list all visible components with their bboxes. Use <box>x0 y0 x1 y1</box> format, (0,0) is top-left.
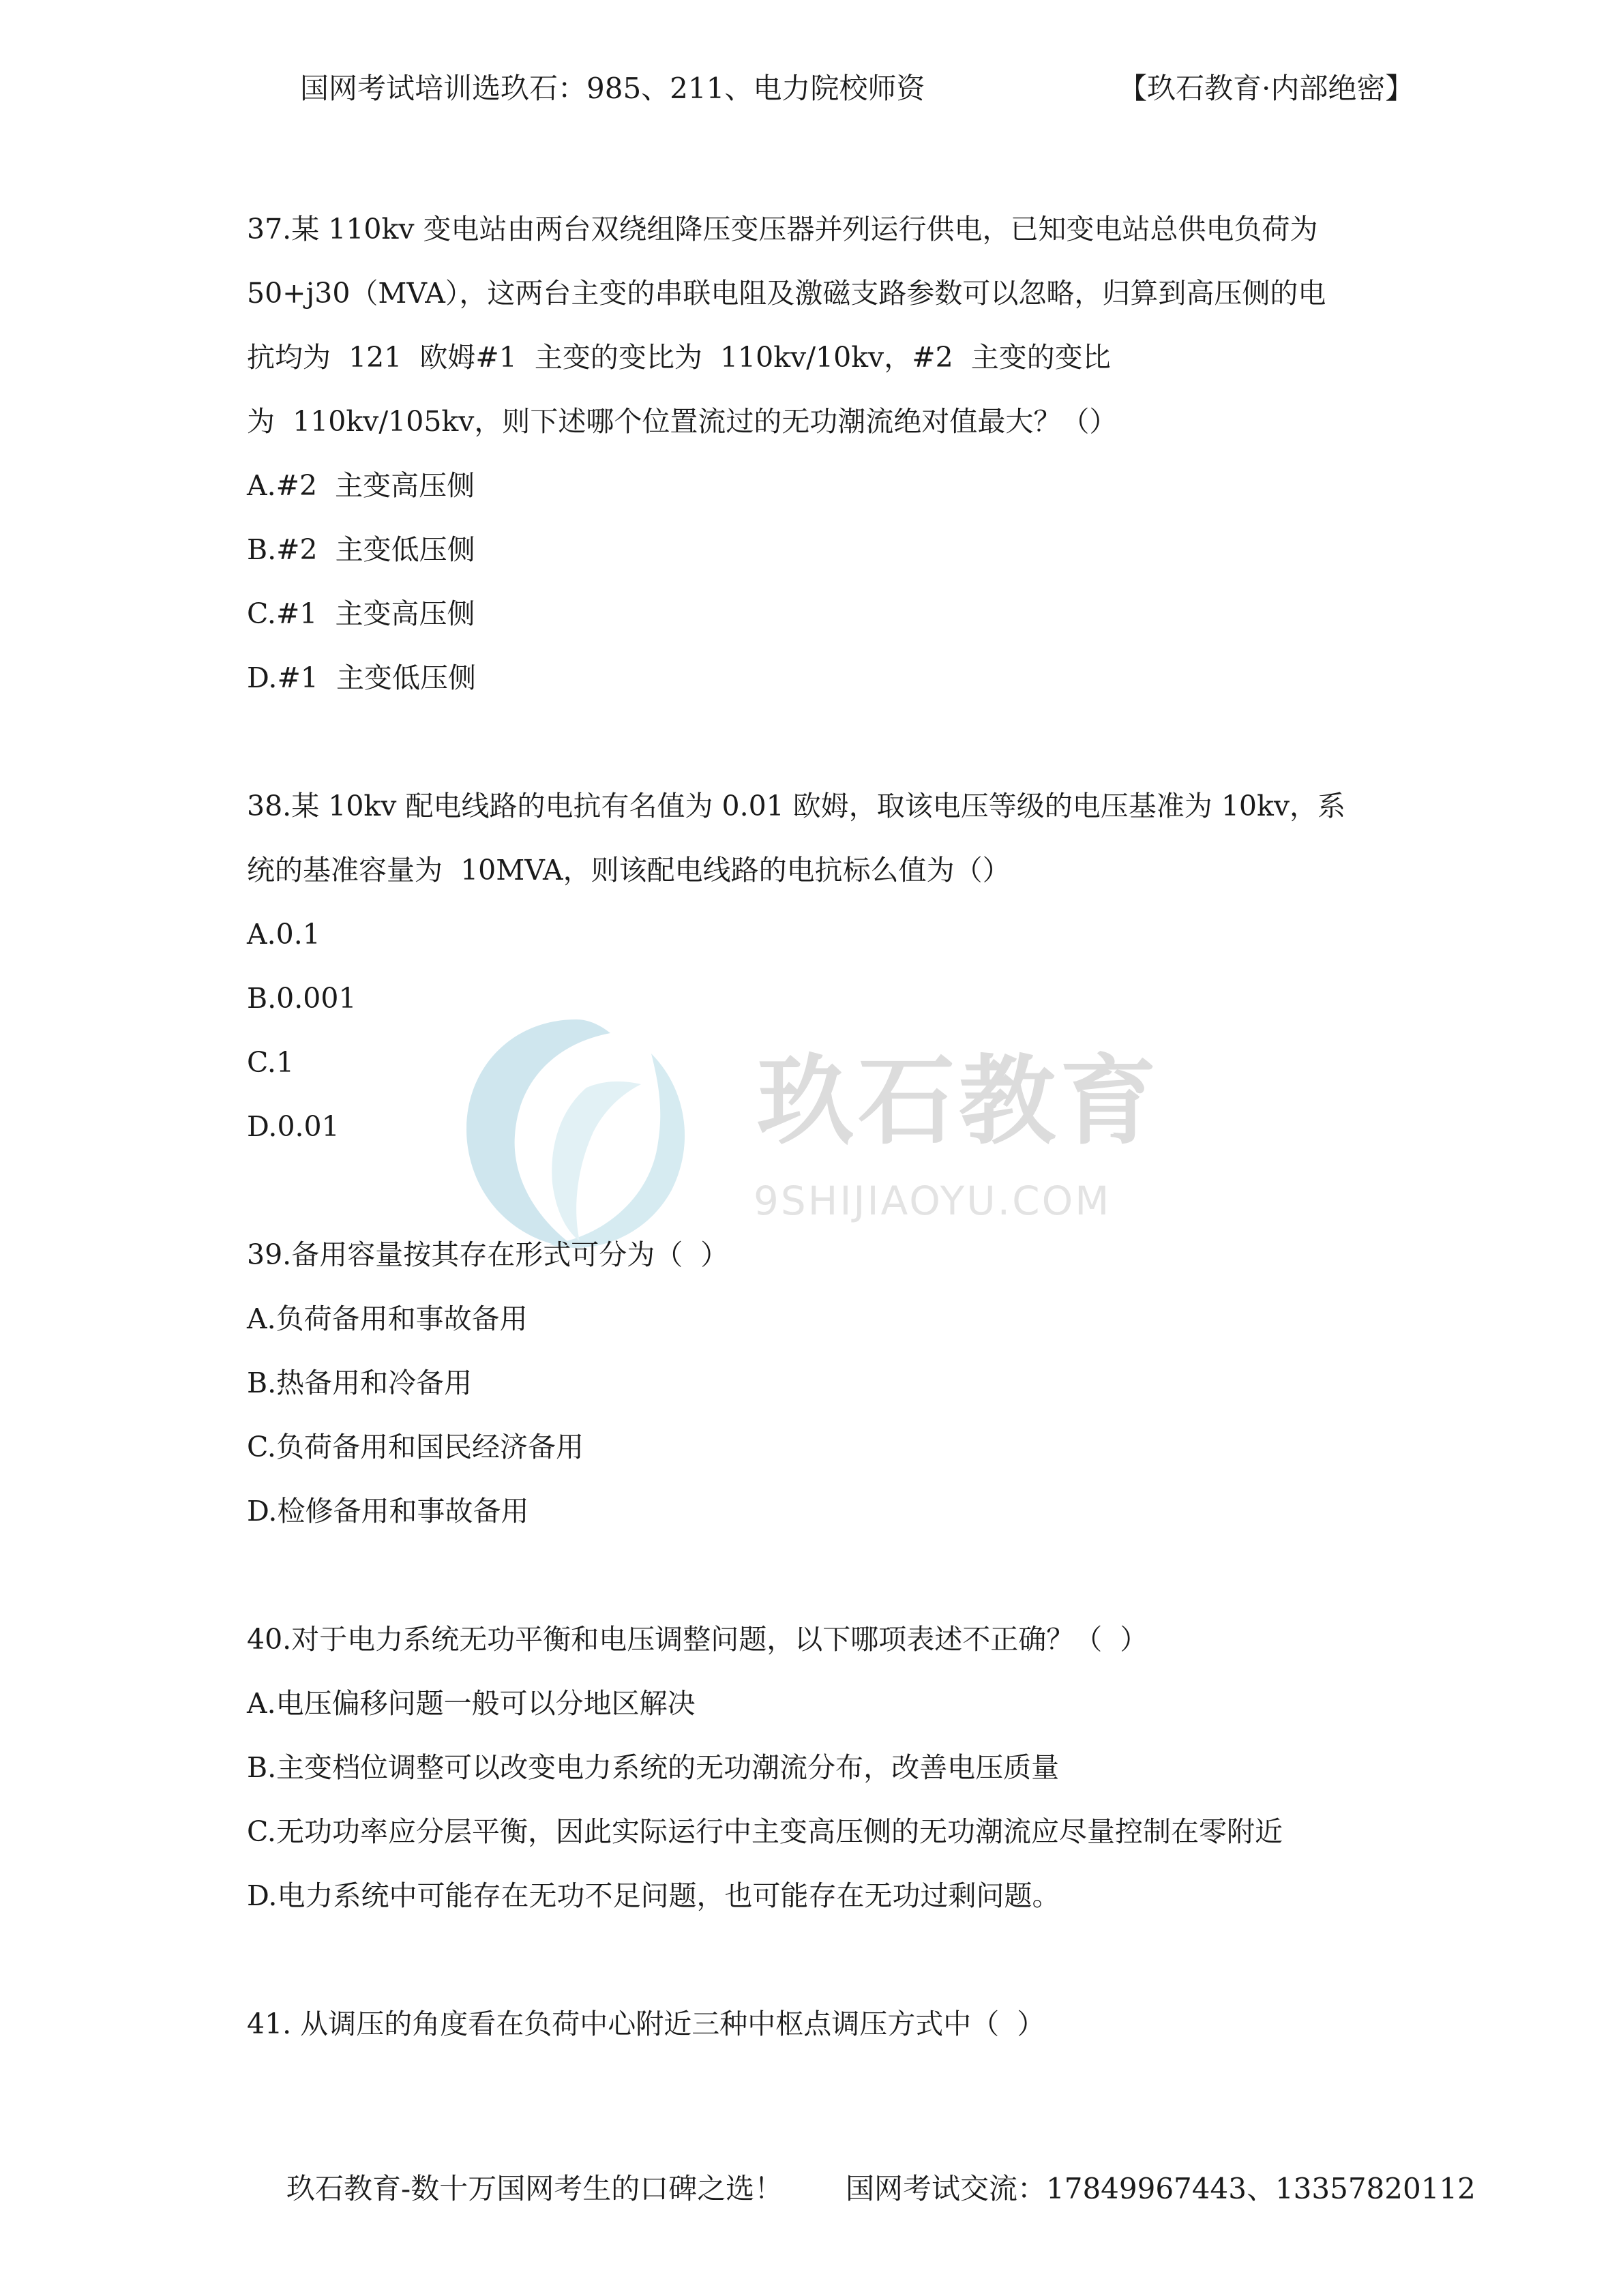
question-text-line: 37.某 110kv 变电站由两台双绕组降压变压器并列运行供电，已知变电站总供电负荷为 <box>247 213 1318 245</box>
footer-right: 国网考试交流：17849967443、13357820112 <box>846 2172 1476 2205</box>
option-d: D.检修备用和事故备用 <box>247 1495 529 1527</box>
option-b: B.0.001 <box>247 982 357 1015</box>
option-c: C.1 <box>247 1046 295 1079</box>
option-d: D.0.01 <box>247 1110 340 1143</box>
option-b: B.主变档位调整可以改变电力系统的无功潮流分布，改善电压质量 <box>247 1751 1060 1784</box>
option-d: D.#1 主变低压侧 <box>247 661 476 694</box>
option-a: A.0.1 <box>247 918 321 951</box>
option-a: A.#2 主变高压侧 <box>247 469 475 502</box>
option-a: A.负荷备用和事故备用 <box>247 1302 528 1335</box>
swirl-globe-logo <box>447 1006 706 1265</box>
question-text-line: 统的基准容量为 10MVA，则该配电线路的电抗标么值为（） <box>247 854 1011 886</box>
watermark-text: 玖石教育 <box>757 1045 1161 1158</box>
header-left: 国网考试培训选玖石：985、211、电力院校师资 <box>300 72 925 105</box>
question-text-line: 39.备用容量按其存在形式可分为（ ） <box>247 1238 729 1271</box>
option-b: B.热备用和冷备用 <box>247 1367 473 1399</box>
question-text-line: 41. 从调压的角度看在负荷中心附近三种中枢点调压方式中（ ） <box>247 2008 1045 2040</box>
question-text-line: 50+j30（MVA），这两台主变的串联电阻及激磁支路参数可以忽略，归算到高压侧的电 <box>247 277 1326 310</box>
footer-left: 玖石教育-数十万国网考生的口碑之选！ <box>286 2172 784 2205</box>
question-text-line: 抗均为 121 欧姆#1 主变的变比为 110kv/10kv，#2 主变的变比 <box>247 341 1111 374</box>
question-text-line: 40.对于电力系统无功平衡和电压调整问题，以下哪项表述不正确？（ ） <box>247 1623 1148 1656</box>
header-right: 【玖石教育·内部绝密】 <box>1118 72 1414 105</box>
option-c: C.#1 主变高压侧 <box>247 597 475 630</box>
option-b: B.#2 主变低压侧 <box>247 533 475 566</box>
question-text-line: 为 110kv/105kv，则下述哪个位置流过的无功潮流绝对值最大？（） <box>247 405 1118 438</box>
option-c: C.负荷备用和国民经济备用 <box>247 1431 584 1463</box>
watermark-url: 9SHIJIAOYU.COM <box>754 1178 1112 1224</box>
question-text-line: 38.某 10kv 配电线路的电抗有名值为 0.01 欧姆，取该电压等级的电压基准为 10kv，系 <box>247 790 1346 822</box>
option-a: A.电压偏移问题一般可以分地区解决 <box>247 1687 696 1720</box>
option-d: D.电力系统中可能存在无功不足问题，也可能存在无功过剩问题。 <box>247 1879 1060 1912</box>
option-c: C.无功功率应分层平衡，因此实际运行中主变高压侧的无功潮流应尽量控制在零附近 <box>247 1815 1283 1848</box>
